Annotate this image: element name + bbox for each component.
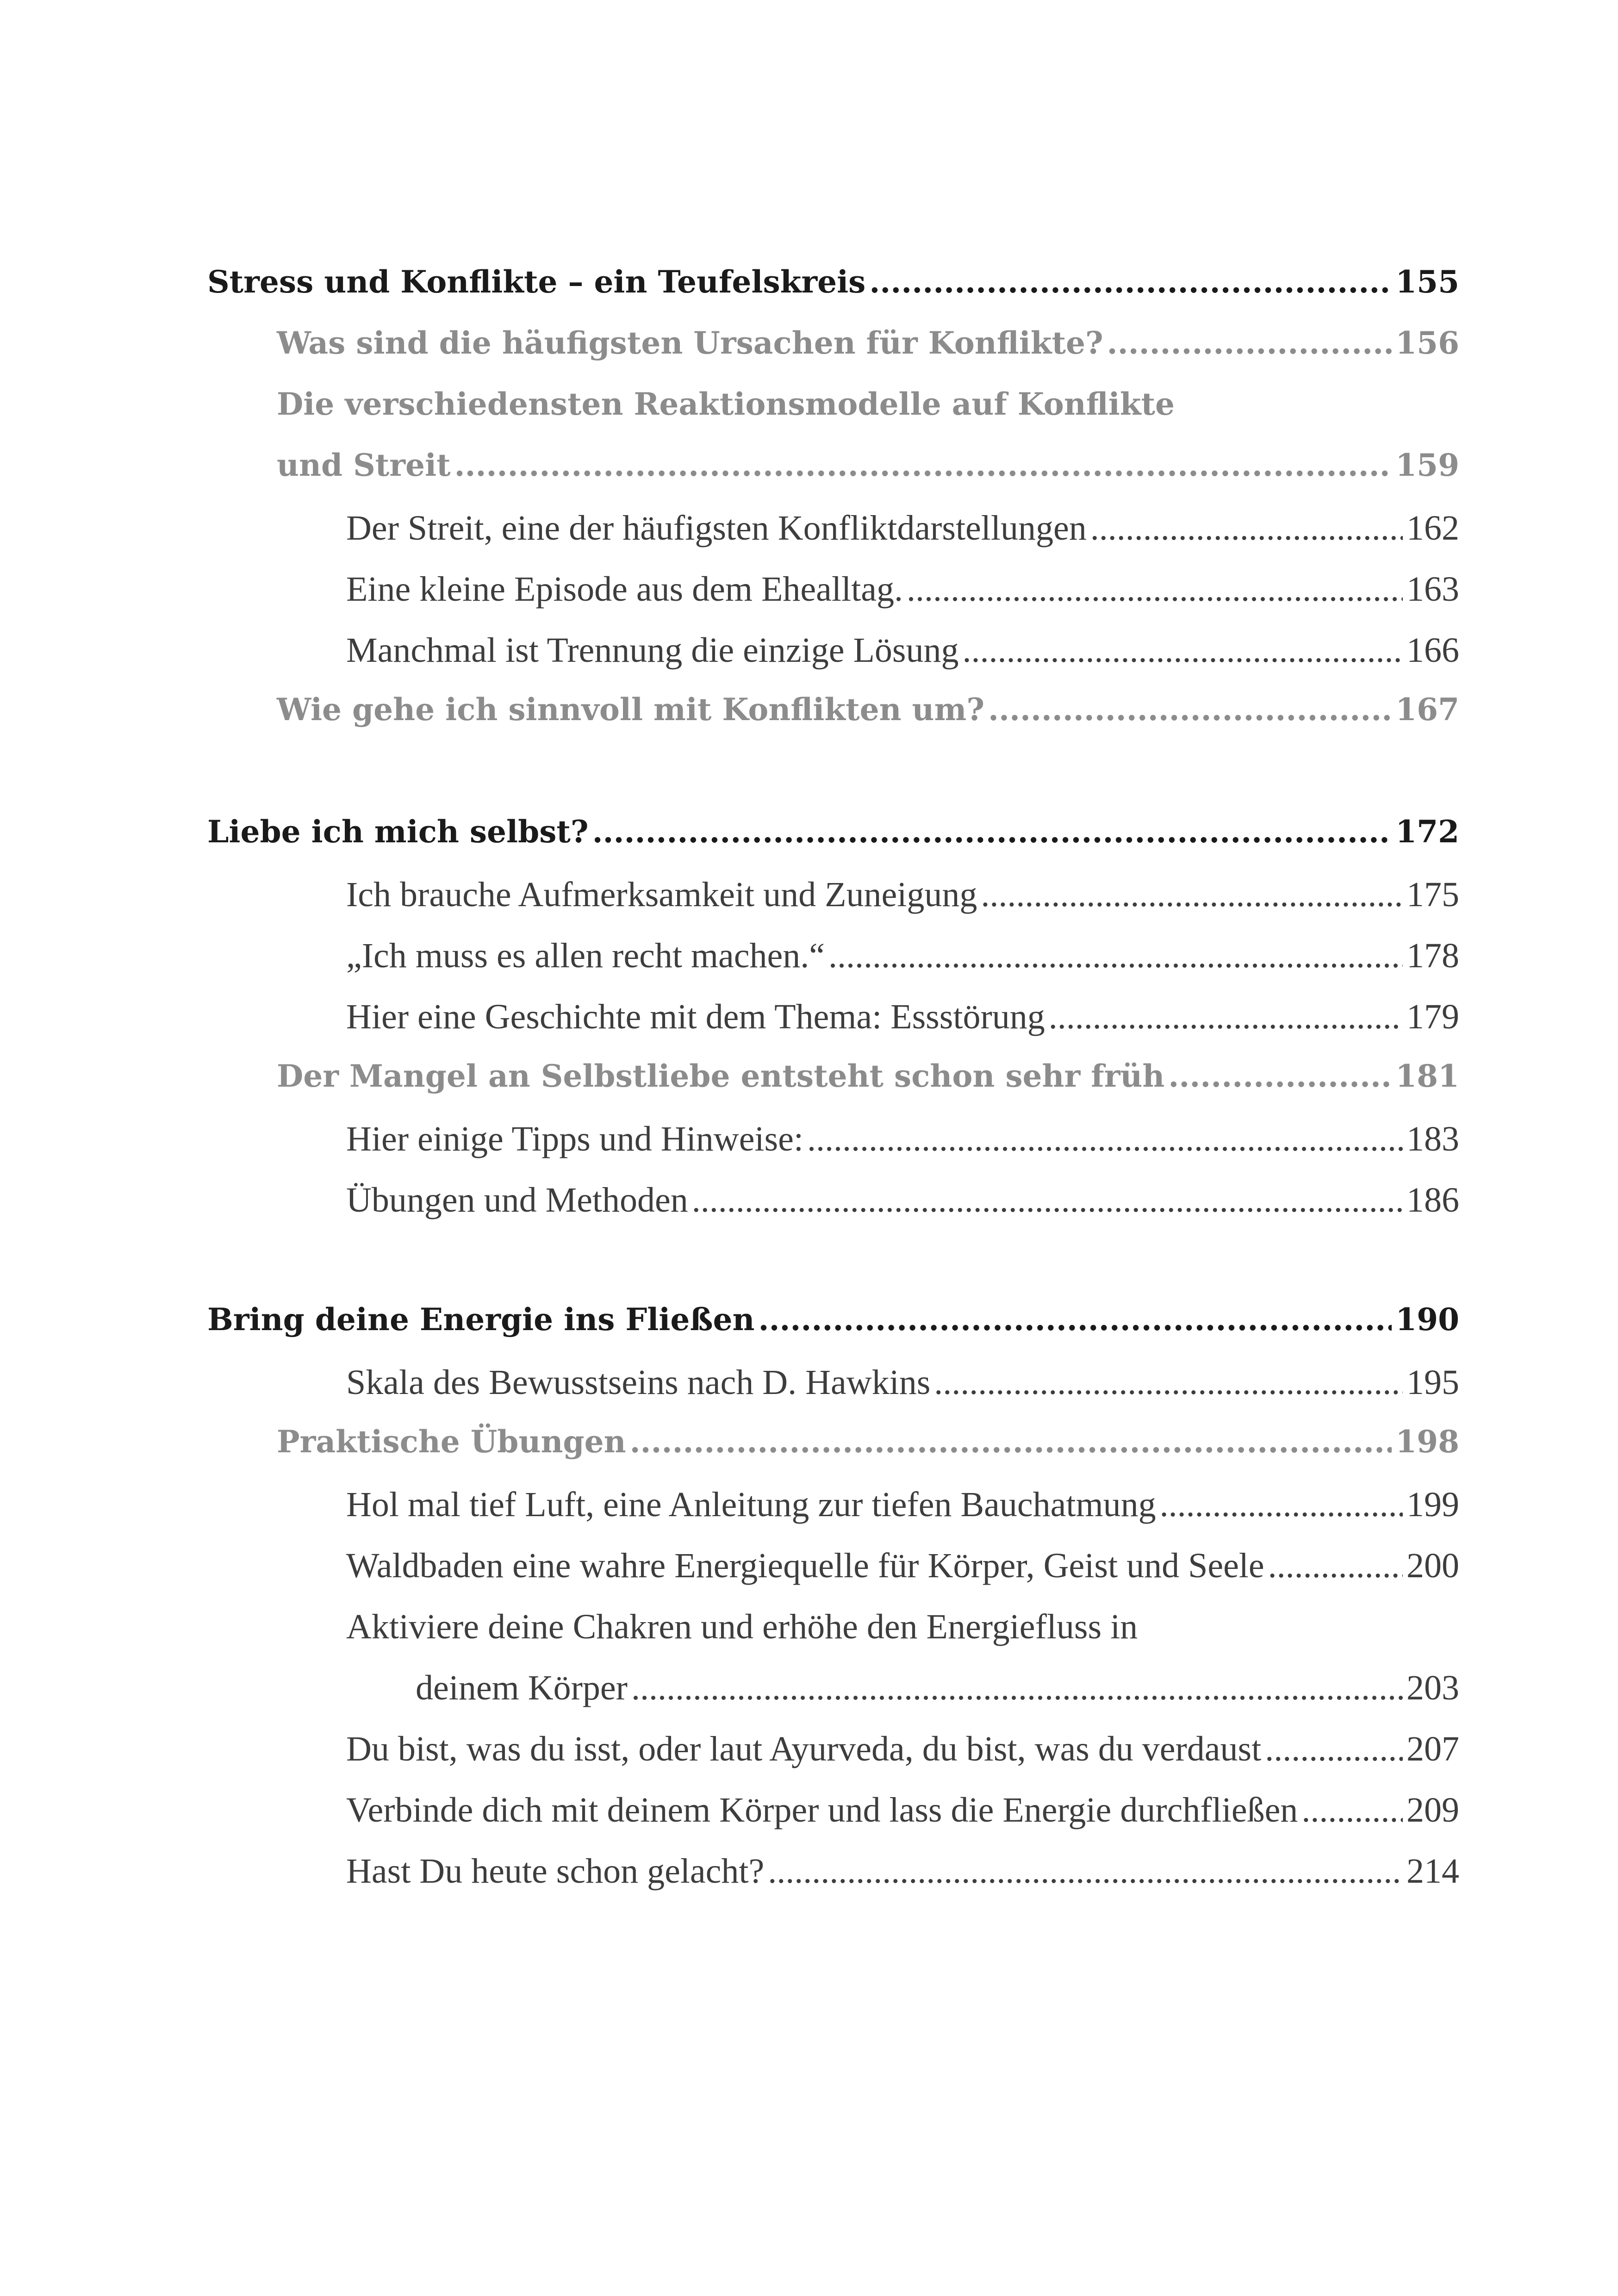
dot-leader: [758, 1301, 1392, 1338]
toc-subsection[interactable]: [346, 1790, 1459, 1850]
dot-leader: [631, 1668, 1403, 1708]
toc-subsection-title: Verbinde dich mit deinem Körper und lass die Energie durchfließen: [346, 1791, 1298, 1829]
toc-section[interactable]: [277, 1424, 1459, 1484]
toc-page-number: 163: [1406, 570, 1459, 609]
toc-page-number: 186: [1406, 1181, 1459, 1220]
toc-subsection-title: Waldbaden eine wahre Energiequelle für Körper, Geist und Seele: [346, 1546, 1264, 1585]
toc-subsection[interactable]: [346, 1180, 1459, 1240]
toc-subsection-title: Hol mal tief Luft, eine Anleitung zur tiefen Bauchatmung: [346, 1485, 1156, 1524]
toc-page-number: 199: [1406, 1485, 1459, 1524]
toc-chapter-title: Stress und Konflikte – ein Teufelskreis: [207, 264, 866, 300]
toc-section[interactable]: [277, 447, 1459, 507]
dot-leader: [630, 1424, 1392, 1460]
toc-page-number: 179: [1406, 997, 1459, 1036]
toc-subsection-title: Eine kleine Episode aus dem Ehealltag.: [346, 570, 903, 609]
toc-chapter-title: Liebe ich mich selbst?: [207, 814, 589, 850]
toc-page-number: 181: [1395, 1058, 1459, 1094]
dot-leader: [592, 814, 1392, 850]
toc-subsection-title: deinem Körper: [416, 1668, 628, 1707]
toc-subsection[interactable]: [346, 875, 1459, 935]
toc-section[interactable]: [277, 1058, 1459, 1118]
toc-page-number: 209: [1406, 1791, 1459, 1829]
toc-subsection[interactable]: [346, 1729, 1459, 1789]
toc-page-number: 166: [1406, 631, 1459, 670]
toc-subsection-title[interactable]: Aktiviere deine Chakren und erhöhe den Energiefluss in: [346, 1607, 1138, 1646]
dot-leader: [768, 1851, 1403, 1892]
toc-subsection-title: „Ich muss es allen recht machen.“: [346, 936, 825, 975]
toc-section-title[interactable]: Die verschiedensten Reaktionsmodelle auf Konflikte: [277, 386, 1175, 422]
dot-leader: [1265, 1729, 1403, 1769]
toc-page-number: 155: [1395, 264, 1459, 300]
toc-subsection-title: Der Streit, eine der häufigsten Konfliktdarstellungen: [346, 509, 1087, 548]
dot-leader: [963, 630, 1403, 671]
toc-subsection[interactable]: [346, 1119, 1459, 1179]
toc-chapter[interactable]: [207, 814, 1459, 874]
dot-leader: [1049, 997, 1403, 1037]
dot-leader: [1268, 1546, 1403, 1586]
toc-page-number: 159: [1395, 447, 1459, 483]
toc-page-number: 207: [1406, 1730, 1459, 1768]
toc-chapter-title: Bring deine Energie ins Fließen: [207, 1301, 755, 1338]
dot-leader: [1301, 1790, 1403, 1830]
dot-leader: [981, 875, 1403, 915]
dot-leader: [692, 1180, 1403, 1220]
toc-page-number: 200: [1406, 1546, 1459, 1585]
dot-leader: [807, 1119, 1403, 1159]
toc-page-number: 195: [1406, 1363, 1459, 1402]
toc-subsection-title: Skala des Bewusstseins nach D. Hawkins: [346, 1363, 931, 1402]
toc-subsection-title: Hier einige Tipps und Hinweise:: [346, 1120, 803, 1158]
toc-section-title: Der Mangel an Selbstliebe entsteht schon sehr früh: [277, 1058, 1165, 1094]
toc-section-title: Was sind die häufigsten Ursachen für Konflikte?: [277, 325, 1103, 361]
toc-subsection-title: Hast Du heute schon gelacht?: [346, 1852, 765, 1891]
toc-subsection[interactable]: [346, 1851, 1459, 1911]
toc-page-number: 214: [1406, 1852, 1459, 1891]
toc-section-title: Praktische Übungen: [277, 1424, 626, 1460]
toc-subsection[interactable]: [346, 936, 1459, 996]
toc-page-number: 178: [1406, 936, 1459, 975]
toc-section-title: und Streit: [277, 447, 451, 483]
toc-section[interactable]: [277, 691, 1459, 752]
toc-subsection[interactable]: [346, 1363, 1459, 1423]
toc-page-number: 172: [1395, 814, 1459, 850]
dot-leader: [869, 264, 1392, 300]
toc-subsection[interactable]: [346, 569, 1459, 629]
toc-page-number: 190: [1395, 1301, 1459, 1338]
dot-leader: [907, 569, 1403, 610]
toc-section-title: Wie gehe ich sinnvoll mit Konflikten um?: [277, 691, 985, 728]
dot-leader: [454, 447, 1392, 483]
toc-chapter[interactable]: [207, 1301, 1459, 1362]
toc-page-number: 162: [1406, 509, 1459, 548]
toc-subsection-title: Manchmal ist Trennung die einzige Lösung: [346, 631, 959, 670]
toc-subsection[interactable]: [346, 1485, 1459, 1545]
toc-chapter[interactable]: [207, 264, 1459, 324]
toc-subsection-title: Ich brauche Aufmerksamkeit und Zuneigung: [346, 875, 977, 914]
toc-page-number: 183: [1406, 1120, 1459, 1158]
toc-subsection-title: Du bist, was du isst, oder laut Ayurveda, du bist, was du verdaust: [346, 1730, 1262, 1768]
dot-leader: [1090, 508, 1403, 548]
toc-page-number: 167: [1395, 691, 1459, 728]
toc-page-number: 203: [1406, 1668, 1459, 1707]
toc-page-number: 198: [1395, 1424, 1459, 1460]
dot-leader: [988, 691, 1392, 728]
toc-subsection[interactable]: [346, 1546, 1459, 1606]
dot-leader: [1160, 1485, 1403, 1525]
toc-subsection[interactable]: [346, 630, 1459, 691]
toc-subsection[interactable]: [346, 508, 1459, 568]
toc-subsection[interactable]: [416, 1668, 1459, 1728]
dot-leader: [934, 1363, 1403, 1403]
toc-subsection[interactable]: [346, 997, 1459, 1057]
toc-section[interactable]: [277, 325, 1459, 385]
toc-subsection-title: Hier eine Geschichte mit dem Thema: Essstörung: [346, 997, 1045, 1036]
dot-leader: [828, 936, 1403, 976]
toc-page-number: 156: [1395, 325, 1459, 361]
toc-page-number: 175: [1406, 875, 1459, 914]
toc-subsection-title: Übungen und Methoden: [346, 1181, 688, 1220]
dot-leader: [1168, 1058, 1392, 1094]
dot-leader: [1107, 325, 1392, 361]
